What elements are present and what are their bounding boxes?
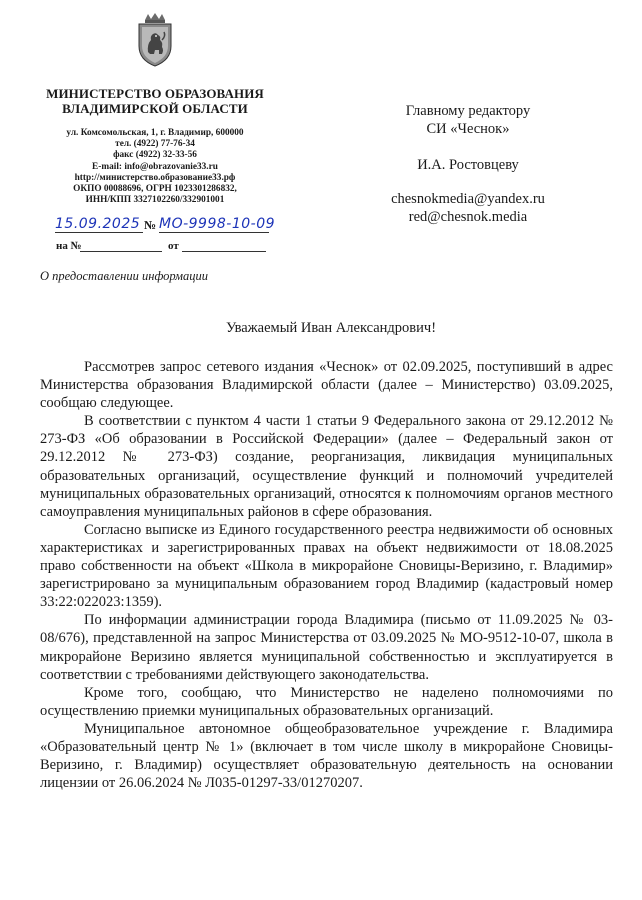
address: ул. Комсомольская, 1, г. Владимир, 600000 (66, 128, 244, 138)
phone: тел. (4922) 77-76-34 (115, 139, 195, 150)
number-underline (159, 232, 269, 233)
recipient-outlet: СИ «Чеснок» (426, 121, 510, 137)
registration-date: 15.09.2025 (55, 216, 141, 232)
paragraph: Рассмотрев запрос сетевого издания «Чеснок» от 02.09.2025, поступивший в адрес Министерства образования Владимирской области (далее – Министерство) 03.09.2025, сообщаю следующее. (40, 359, 613, 412)
reference-date-blank (182, 251, 266, 252)
recipient-name: И.А. Ростовцеву (417, 157, 519, 173)
letter-subject: О предоставлении информации (40, 269, 209, 283)
paragraph: По информации администрации города Владимира (письмо от 11.09.2025 № 03-08/676), представленной на запрос Министерства от 03.09.2025 № МО-9512-10-07, школа в микрорайоне Веризино является муниципальной собственностью и эксплуатируется в соответствии с требованиями действующего законодательства. (40, 612, 613, 683)
coat-of-arms-icon (133, 12, 177, 68)
greeting: Уважаемый Иван Александрович! (225, 320, 437, 336)
inn-kpp: ИНН/КПП 3327102260/332901001 (85, 195, 225, 206)
registration-number: МО-9998-10-09 (159, 216, 276, 232)
reference-date-label: от (168, 240, 179, 252)
recipient-title: Главному редактору (405, 103, 531, 119)
ministry-name (40, 86, 270, 116)
recipient-email-1: chesnokmedia@yandex.ru (391, 191, 545, 207)
website: http://министерство.образование33.рф (74, 172, 236, 183)
email: E-mail: info@obrazovanie33.ru (92, 161, 218, 172)
okpo: ОКПО 00088696, ОГРН 1023301286832, (73, 184, 237, 195)
reference-no-label: на № (56, 240, 82, 252)
ministry-line1: МИНИСТЕРСТВО ОБРАЗОВАНИЯ (46, 86, 264, 101)
date-underline (55, 232, 143, 233)
fax: факс (4922) 32-33-56 (113, 150, 197, 161)
paragraph: Муниципальное автономное общеобразовательное учреждение г. Владимира «Образовательный центр № 1» (включает в том числе школу в микрорайоне Сновицы-Веризино, г. Владимир) осуществляет образовательную деятельность на основании лицензии от 26.06.2024 № Л035-01297-33/01270207. (40, 720, 613, 792)
contact-block (40, 128, 270, 206)
ministry-line2: ВЛАДИМИРСКОЙ ОБЛАСТИ (62, 101, 248, 116)
letter-body (40, 358, 613, 792)
paragraph: В соответствии с пунктом 4 части 1 статьи 9 Федерального закона от 29.12.2012 № 273-ФЗ «Об образовании в Российской Федерации» (далее – Федеральный закон от 29.12.2012 № 273-ФЗ) создание, реорганизация, ликвидация муниципальных образовательных организаций, осуществление функций и полномочий учредителей муниципальных образовательных организаций, относятся к полномочиям органов местного самоуправления муниципальных районов в сфере образования. (40, 413, 613, 520)
reference-line (56, 240, 276, 256)
paragraph: Согласно выписке из Единого государственного реестра недвижимости об основных характеристиках и зарегистрированных правах на объект недвижимости от 18.08.2025 право собственности на объект «Школа в микрорайоне Сновицы-Веризино, г. Владимир» зарегистрировано за муниципальным образованием город Владимир (кадастровый номер 33:22:022023:1359). (40, 521, 613, 611)
registration-no-label: № (144, 218, 157, 232)
recipient-block (368, 102, 568, 226)
reference-no-blank (80, 251, 162, 252)
paragraph: Кроме того, сообщаю, что Министерство не наделено полномочиями по осуществлению приемки муниципальных образовательных организаций. (40, 684, 613, 719)
recipient-email-2: red@chesnok.media (408, 209, 528, 225)
registration-line (55, 216, 275, 234)
